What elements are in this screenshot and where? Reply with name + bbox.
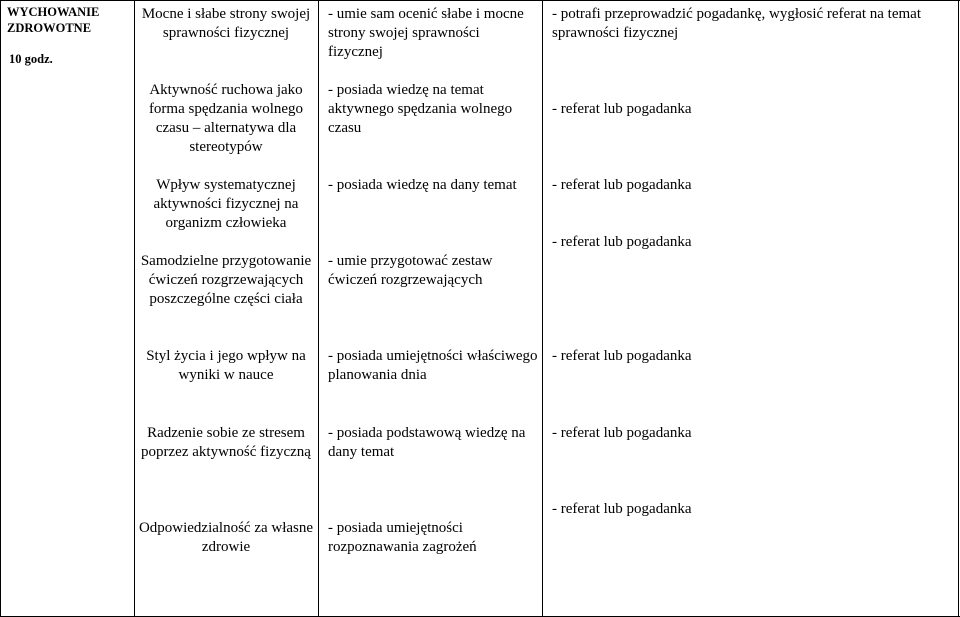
unit-name: WYCHOWANIE ZDROWOTNE <box>7 5 100 35</box>
topic-cell: Aktywność ruchowa jako forma spędzania wolnego czasu – alternatywa dla stereotypów <box>148 82 307 155</box>
assessment-cell: - referat lub pogadanka <box>552 425 692 441</box>
table-border-right <box>958 0 959 617</box>
column-divider <box>318 0 319 617</box>
requirement-cell: - posiada podstawową wiedzę na dany temat <box>328 425 530 460</box>
assessment-cell: - referat lub pogadanka <box>552 234 692 250</box>
assessment-cell: - potrafi przeprowadzić pogadankę, wygłosić referat na temat sprawności fizycznej <box>552 6 925 41</box>
table-border-left <box>0 0 1 617</box>
topic-cell: Samodzielne przygotowanie ćwiczeń rozgrzewających poszczególne części ciała <box>140 253 315 307</box>
topic-cell: Odpowiedzialność za własne zdrowie <box>138 520 317 555</box>
assessment-cell: - referat lub pogadanka <box>552 348 692 364</box>
assessment-cell: - referat lub pogadanka <box>552 501 692 517</box>
assessment-cell: - referat lub pogadanka <box>552 101 692 117</box>
topic-cell: Mocne i słabe strony swojej sprawności fizycznej <box>141 6 314 41</box>
requirement-cell: - posiada wiedzę na dany temat <box>328 177 517 193</box>
column-divider <box>542 0 543 617</box>
topic-cell: Wpływ systematycznej aktywności fizycznej na organizm człowieka <box>153 177 303 231</box>
column-divider <box>134 0 135 617</box>
assessment-cell: - referat lub pogadanka <box>552 177 692 193</box>
requirement-cell: - posiada umiejętności właściwego planowania dnia <box>328 348 542 383</box>
requirement-cell: - posiada umiejętności rozpoznawania zagrożeń <box>328 520 477 555</box>
table-border-top <box>0 0 960 1</box>
requirement-cell: - umie sam ocenić słabe i mocne strony swojej sprawności fizycznej <box>328 6 528 60</box>
unit-hours: 10 godz. <box>9 52 53 66</box>
topic-cell: Radzenie sobie ze stresem poprzez aktywność fizyczną <box>141 425 311 460</box>
requirement-cell: - posiada wiedzę na temat aktywnego spędzania wolnego czasu <box>328 82 516 136</box>
topic-cell: Styl życia i jego wpływ na wyniki w nauce <box>146 348 310 383</box>
requirement-cell: - umie przygotować zestaw ćwiczeń rozgrzewających <box>328 253 497 288</box>
